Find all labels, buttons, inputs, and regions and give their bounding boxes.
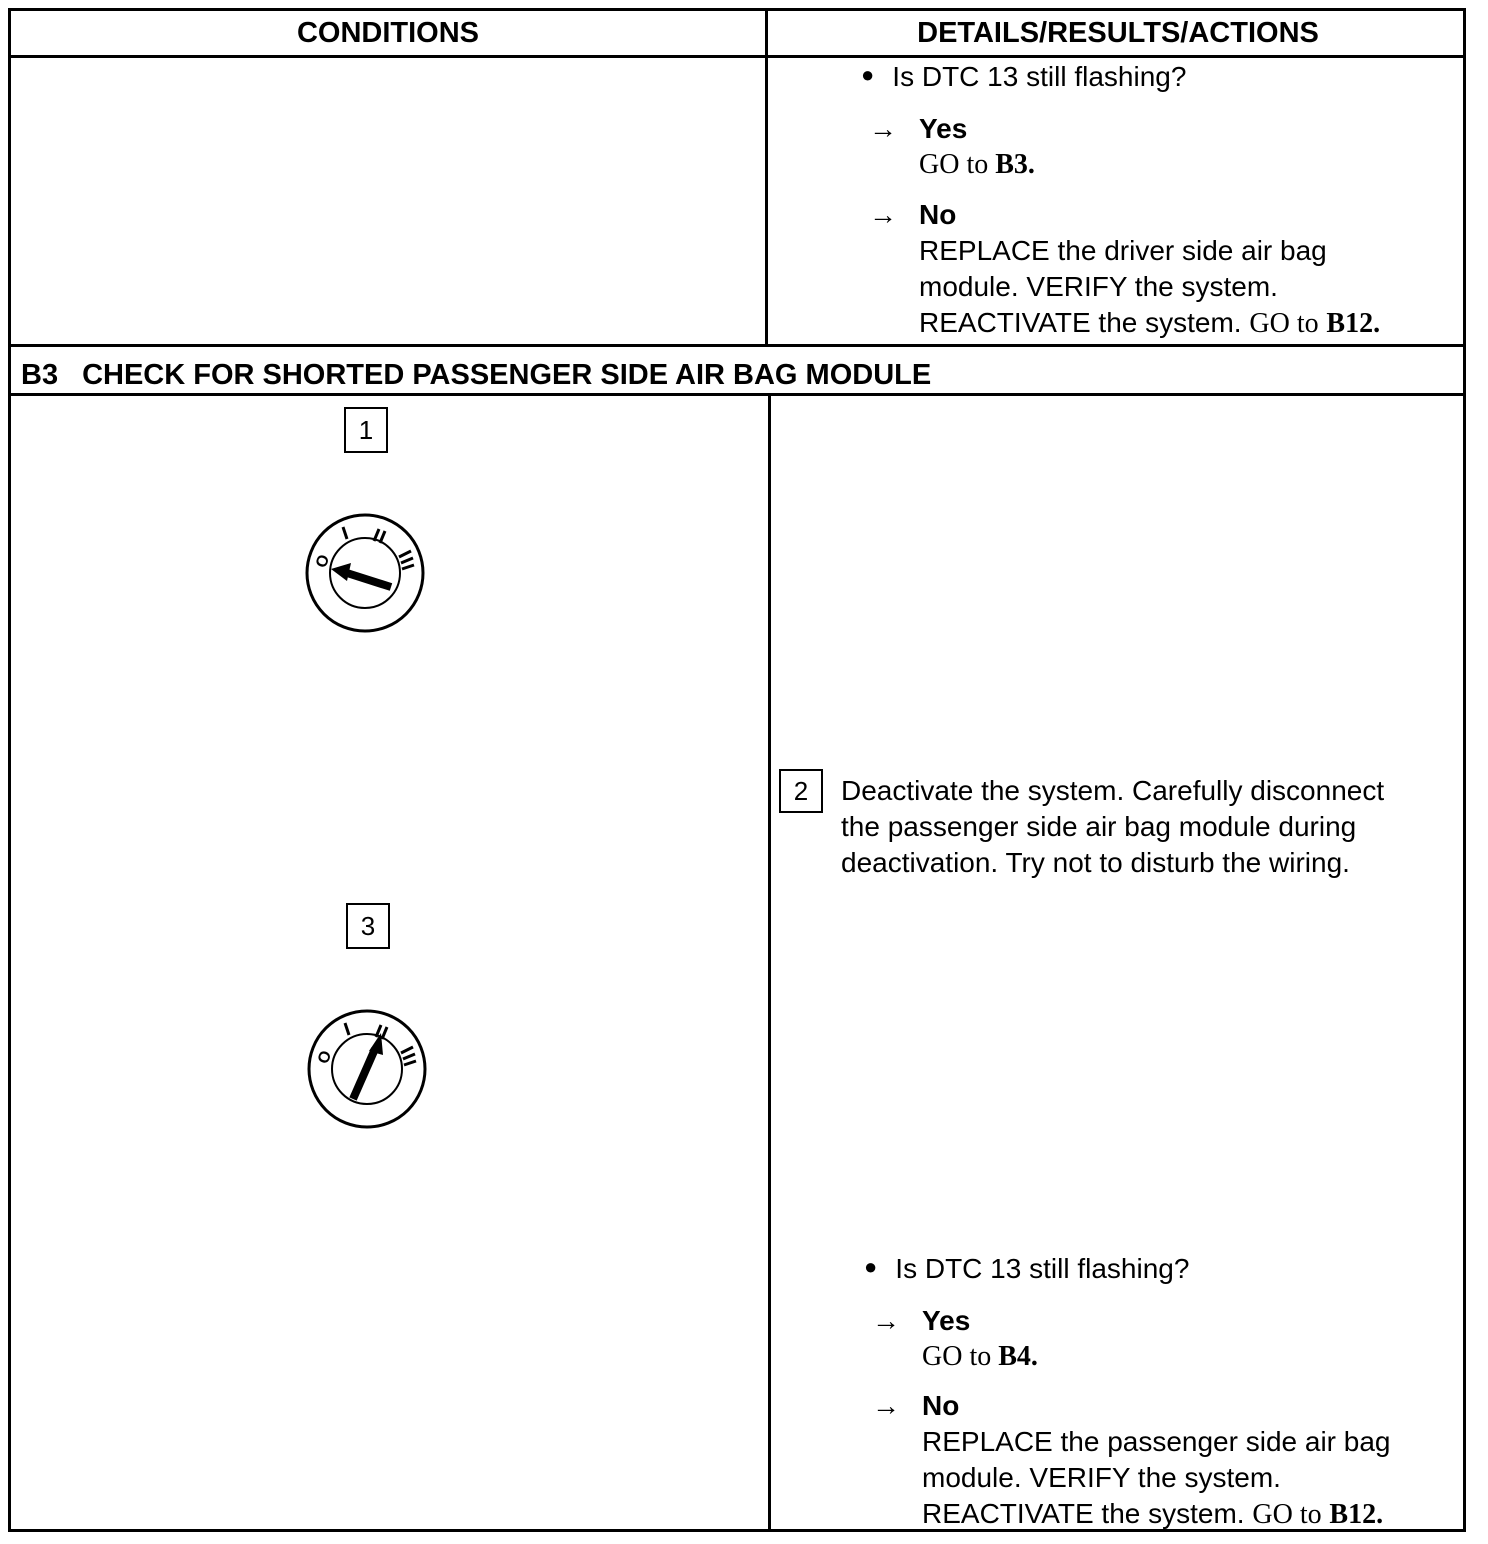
step-1-box: 1 [344, 407, 388, 453]
step-2-line-2: the passenger side air bag module during [841, 811, 1357, 842]
step-3-box: 3 [346, 903, 390, 949]
top-yes-label: Yes [919, 113, 968, 144]
bottom-no-reactivate: REACTIVATE the system. [922, 1498, 1245, 1529]
header-divider [11, 55, 1463, 58]
section-bottom-divider [11, 393, 1463, 396]
svg-text:O: O [315, 1048, 336, 1067]
svg-text:O: O [313, 552, 334, 571]
bottom-no-goto: GO to [1252, 1499, 1322, 1530]
bottom-no-line-3 [922, 1496, 1391, 1533]
top-no-line-1: REPLACE the driver side air bag [919, 235, 1327, 266]
top-question-text: Is DTC 13 still flashing? [892, 61, 1187, 92]
top-no-target: B12. [1326, 308, 1381, 339]
conditions-header: CONDITIONS [296, 16, 480, 49]
bottom-question-text: Is DTC 13 still flashing? [895, 1253, 1190, 1284]
arrow-right-icon: → [869, 113, 897, 144]
bottom-yes-target: B4. [998, 1341, 1038, 1372]
bottom-yes-goto: GO to [922, 1341, 992, 1372]
bottom-no-line-2: module. VERIFY the system. [922, 1462, 1281, 1493]
section-code: B3 [21, 359, 59, 391]
top-no-branch [869, 197, 1381, 342]
top-no-label: No [919, 199, 957, 230]
top-yes-branch [869, 111, 1035, 183]
bottom-question [864, 1253, 1189, 1285]
bottom-no-target: B12. [1329, 1499, 1384, 1530]
step-2-line-3: deactivation. Try not to disturb the wiring. [841, 847, 1350, 878]
bottom-no-branch [872, 1388, 1391, 1533]
top-yes-action [919, 147, 1035, 183]
bullet-icon: ● [861, 62, 875, 87]
top-yes-goto: GO to [919, 149, 989, 180]
top-yes-target: B3. [995, 149, 1035, 180]
top-question [861, 61, 1186, 93]
step-2-box: 2 [779, 769, 823, 813]
bottom-no-line-1: REPLACE the passenger side air bag [922, 1426, 1391, 1457]
arrow-right-icon: → [872, 1390, 900, 1421]
diagnostic-table [8, 8, 1466, 1532]
section-heading: CHECK FOR SHORTED PASSENGER SIDE AIR BAG MODULE [82, 359, 932, 391]
details-header: DETAILS/RESULTS/ACTIONS [917, 16, 1319, 49]
arrow-right-icon: → [869, 199, 897, 230]
bottom-no-label: No [922, 1390, 960, 1421]
top-no-line-3 [919, 305, 1380, 342]
arrow-right-icon: → [872, 1305, 900, 1336]
section-title [21, 359, 931, 392]
top-no-goto: GO to [1249, 308, 1319, 339]
bullet-icon: ● [864, 1254, 878, 1279]
top-no-line-2: module. VERIFY the system. [919, 271, 1278, 302]
bottom-yes-branch [872, 1303, 1038, 1375]
step-2-line-1: Deactivate the system. Carefully disconnect [841, 775, 1385, 806]
column-divider-bottom [768, 393, 771, 1529]
step-2-instructions [841, 773, 1384, 881]
column-divider-top [765, 11, 768, 344]
ignition-switch-run-icon [305, 1007, 429, 1131]
bottom-yes-action [922, 1339, 1038, 1375]
bottom-yes-label: Yes [922, 1305, 971, 1336]
ignition-switch-off-icon [303, 511, 427, 635]
top-no-reactivate: REACTIVATE the system. [919, 307, 1242, 338]
section-top-divider [11, 344, 1463, 347]
